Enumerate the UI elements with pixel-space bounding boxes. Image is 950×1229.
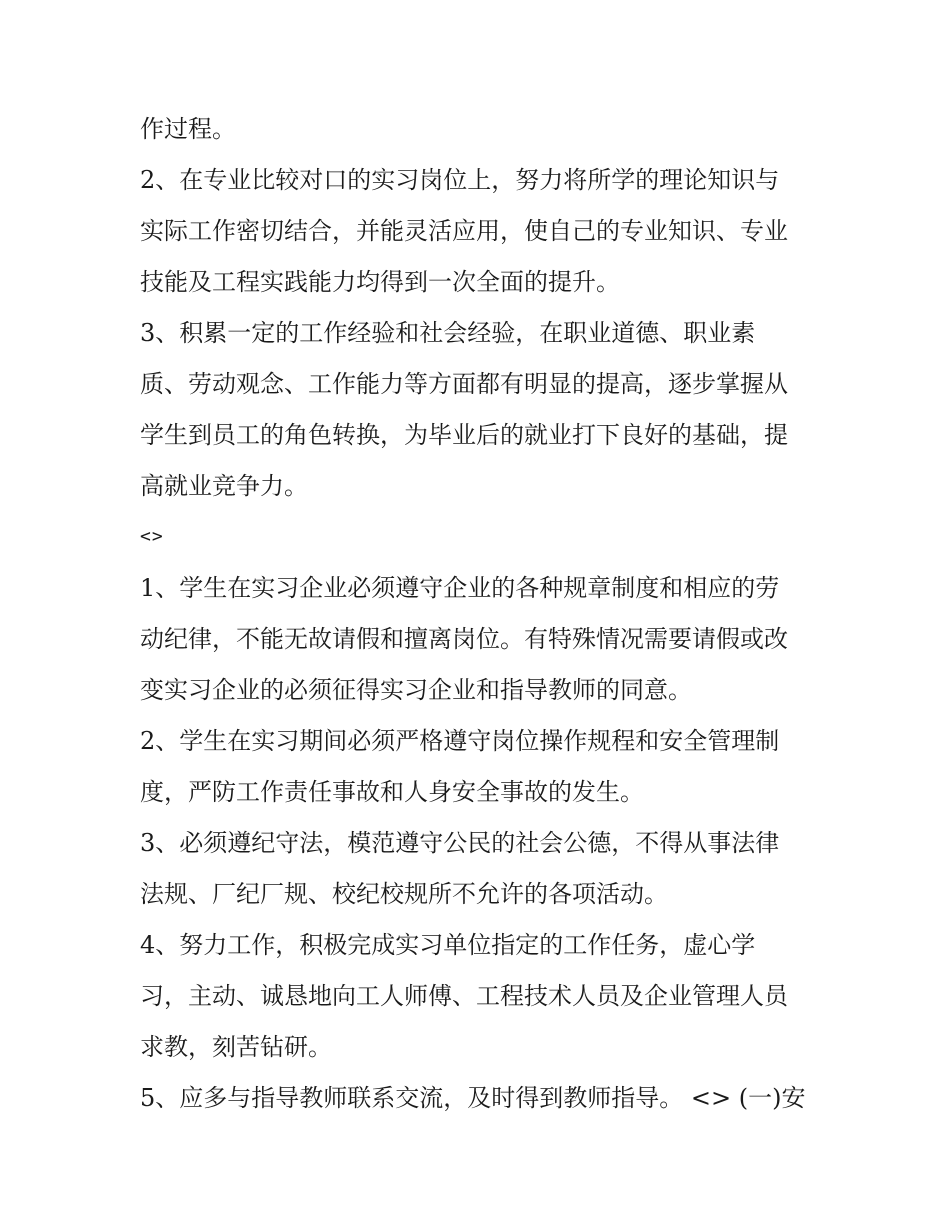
text-line: 3、积累一定的工作经验和社会经验，在职业道德、职业素: [140, 319, 756, 347]
text-line: 求教，刻苦钻研。: [140, 1033, 332, 1061]
text-line: 1、学生在实习企业必须遵守企业的各种规章制度和相应的劳: [140, 574, 780, 602]
text-line: 法规、厂纪厂规、校纪校规所不允许的各项活动。: [140, 880, 668, 908]
document-body: [140, 106, 820, 1126]
text-line: 2、在专业比较对口的实习岗位上，努力将所学的理论知识与: [140, 166, 780, 194]
text-line: 度，严防工作责任事故和人身安全事故的发生。: [140, 778, 644, 806]
text-line: 作过程。: [140, 115, 236, 143]
section-marker: <>: [140, 526, 164, 547]
text-line: 2、学生在实习期间必须严格遵守岗位操作规程和安全管理制: [140, 727, 780, 755]
text-line: 3、必须遵纪守法，模范遵守公民的社会公德，不得从事法律: [140, 829, 780, 857]
text-line: 高就业竞争力。: [140, 472, 308, 500]
text-line: 技能及工程实践能力均得到一次全面的提升。: [140, 268, 620, 296]
text-line: 5、应多与指导教师联系交流，及时得到教师指导。 <> (一)安: [140, 1084, 806, 1112]
text-line: 学生到员工的角色转换，为毕业后的就业打下良好的基础，提: [140, 421, 788, 449]
text-line: 实际工作密切结合，并能灵活应用，使自己的专业知识、专业: [140, 217, 788, 245]
text-line: 4、努力工作，积极完成实习单位指定的工作任务，虚心学: [140, 931, 756, 959]
text-line: 变实习企业的必须征得实习企业和指导教师的同意。: [140, 676, 692, 704]
text-line: 动纪律，不能无故请假和擅离岗位。有特殊情况需要请假或改: [140, 625, 788, 653]
text-line: 习，主动、诚恳地向工人师傅、工程技术人员及企业管理人员: [140, 982, 788, 1010]
text-line: 质、劳动观念、工作能力等方面都有明显的提高，逐步掌握从: [140, 370, 788, 398]
